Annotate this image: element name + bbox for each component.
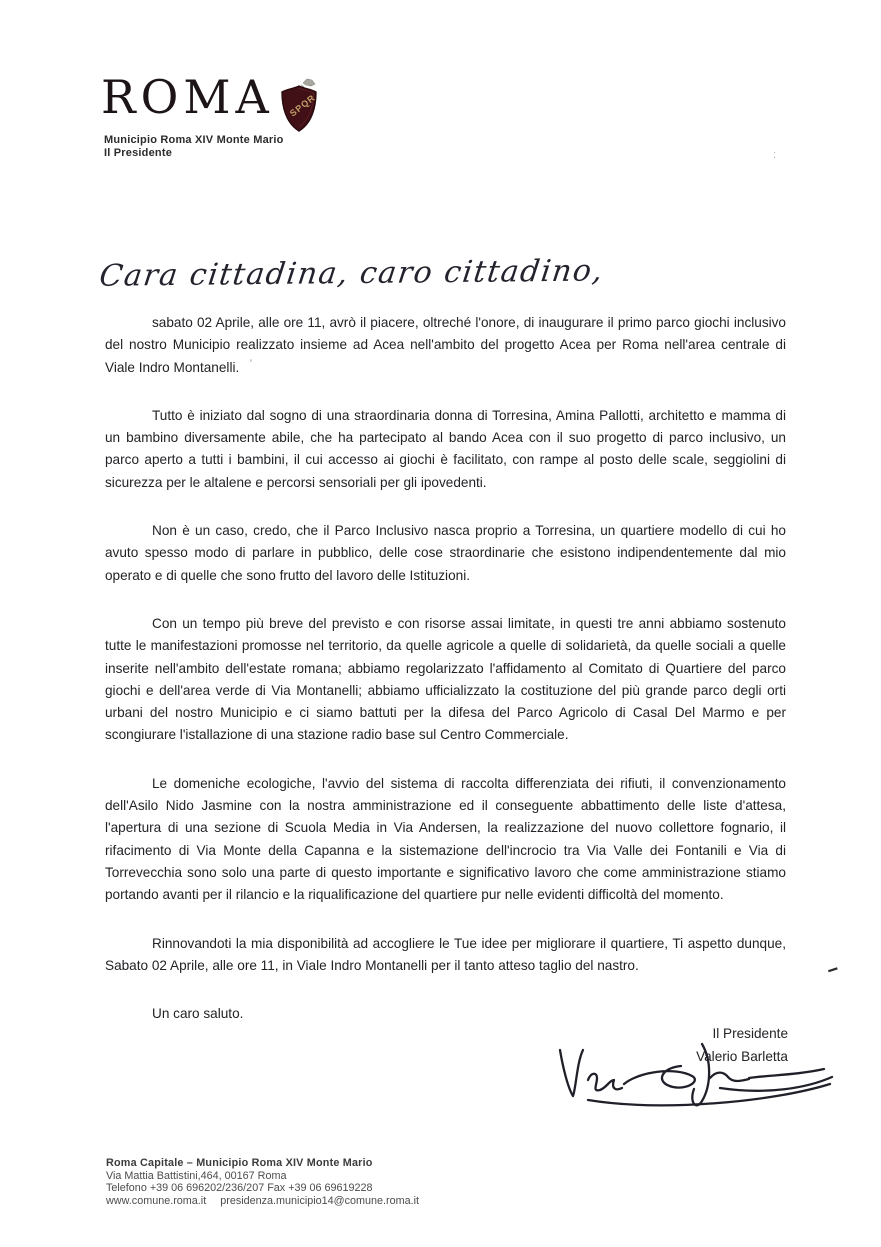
- scan-artifact: :: [773, 149, 777, 161]
- spqr-shield-icon: [276, 78, 322, 136]
- letter-closing: Un caro saluto.: [152, 1006, 244, 1022]
- footer-phone-fax: Telefono +39 06 696202/236/207 Fax +39 06 69619228: [106, 1182, 373, 1195]
- footer-entity: Roma Capitale – Municipio Roma XIV Monte Mario: [106, 1157, 373, 1169]
- letter-paragraph: Con un tempo più breve del previsto e con risorse assai limitate, in questi tre anni abbiamo sostenuto tutte le manifestazioni promosse nel territorio, da quelle agricole a quelle di solidarietà, da quelle sociali a quelle inserite nell'ambito dell'estate romana; abbiamo regolarizzato l'affidamento al Comitato di Quartiere del parco giochi e dell'area verde di Via Montanelli; abbiamo ufficializzato la costituzione del più grande parco degli orti urbani del nostro Municipio e ci siamo battuti per la difesa del Parco Agricolo di Casal Del Marmo e per scongiurare l'istallazione di una stazione radio base sul Centro Commerciale.: [105, 615, 786, 743]
- svg-text:SPQR: SPQR: [287, 92, 318, 119]
- roma-wordmark: ROMA: [101, 70, 274, 124]
- letter-paragraph: Le domeniche ecologiche, l'avvio del sistema di raccolta differenziata dei rifiuti, il convenzionamento dell'Asilo Nido Jasmine con la nostra amministrazione ed il conseguente abbattimento delle liste d'attesa, l'apertura di una sezione di Scuola Media in Via Andersen, la realizzazione del nuovo collettore fognario, il rifacimento di Via Monte della Capanna e la sistemazione dell'incrocio tra Via Valle dei Fontanili e Via di Torrevecchia sono solo una parte di questo importante e significativo lavoro che come amministrazione stiamo portando avanti per il rilancio e la riqualificazione del quartiere pur nelle evidenti difficoltà del momento.: [105, 775, 786, 903]
- scan-artifact: ’: [247, 357, 253, 371]
- footer-address: Via Mattia Battistini,464, 00167 Roma: [106, 1169, 287, 1182]
- footer-contacts: [106, 1195, 419, 1208]
- letter-paragraph: Non è un caso, credo, che il Parco Inclusivo nasca proprio a Torresina, un quartiere modello di cui ho avuto spesso modo di parlare in pubblico, delle cose straordinarie che esistono indipendentemente dal mio operato e di quelle che sono frutto del lavoro delle Istituzioni.: [105, 523, 786, 583]
- signature-name: Valerio Barletta: [696, 1049, 788, 1064]
- scan-artifact: ➖︎: [825, 960, 840, 979]
- footer-website: www.comune.roma.it: [106, 1194, 207, 1207]
- letterhead-presidente: Il Presidente: [104, 147, 173, 159]
- letterhead-municipio: Municipio Roma XIV Monte Mario: [104, 134, 284, 146]
- letter-paragraph: Rinnovandoti la mia disponibilità ad accogliere le Tue idee per migliorare il quartiere, Ti aspetto dunque, Sabato 02 Aprile, alle ore 11, in Viale Indro Montanelli per il tanto atteso taglio del nastro.: [105, 935, 786, 973]
- handwritten-signature: [552, 1036, 838, 1120]
- letter-footer: [106, 1157, 419, 1207]
- letterhead-office: [104, 134, 284, 160]
- letter-paragraph: sabato 02 Aprile, alle ore 11, avrò il piacere, oltreché l'onore, di inaugurare il primo parco giochi inclusivo del nostro Municipio realizzato insieme ad Acea nell'ambito del progetto Acea per Roma nell'area centrale di Viale Indro Montanelli.: [105, 315, 786, 375]
- letter-paragraph: Tutto è iniziato dal sogno di una straordinaria donna di Torresina, Amina Pallotti, architetto e mamma di un bambino diversamente abile, che ha partecipato al bando Acea con il suo progetto di parco inclusivo, un parco aperto a tutti i bambini, il cui accesso ai giochi è facilitato, con rampe al posto delle scale, seggiolini di sicurezza per le altalene e percorsi sensoriali per gli ipovedenti.: [105, 407, 786, 490]
- signature-title: Il Presidente: [712, 1026, 788, 1041]
- footer-email: presidenza.municipio14@comune.roma.it: [220, 1194, 420, 1207]
- handwritten-salutation: Cara cittadina, caro cittadino,: [97, 253, 606, 294]
- letter-body: [105, 312, 786, 1051]
